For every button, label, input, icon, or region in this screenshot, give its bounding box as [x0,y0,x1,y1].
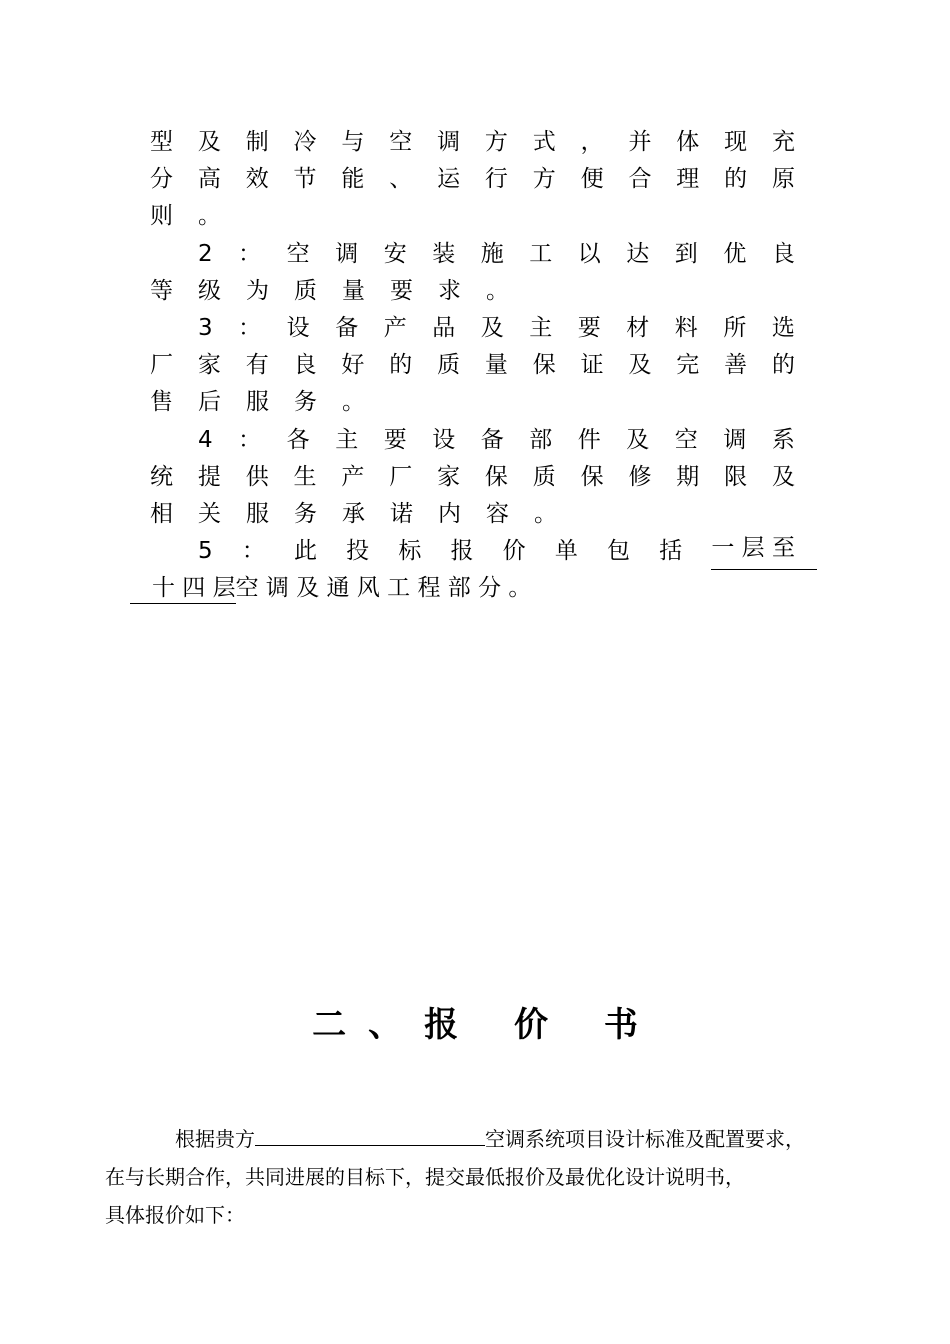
char: 内 [438,500,461,527]
char: 冷 [293,129,317,155]
char: 保 [580,463,604,490]
char: 质 [294,277,317,304]
char: 行 [484,166,508,193]
char: 到 [674,240,698,267]
char: 保 [532,352,556,379]
char: 要 [390,277,413,304]
text-line [150,198,795,235]
char: 方 [484,129,508,155]
char: 备 [480,426,504,453]
char: 报 [450,538,474,565]
char: 服 [246,500,269,527]
char: 4 [198,426,213,453]
char: 厂 [150,352,173,379]
underlined-floors-a: 一 层 至 [711,533,817,570]
intro-line-1 [105,1120,875,1158]
item5-continuation [130,570,531,607]
char: ： [238,426,262,453]
intro-paragraph [105,1120,875,1234]
char: 期 [676,463,700,490]
char: 保 [484,463,508,490]
char: 及 [197,129,221,155]
char: 空 [674,426,698,453]
char: 后 [198,389,221,416]
char: 件 [577,426,601,453]
char: 则 [150,203,173,230]
text-line [150,124,795,161]
text-line [150,496,795,533]
char: 方 [532,166,556,193]
char: 承 [342,500,365,527]
char: 料 [674,314,698,341]
char: 体 [676,129,700,155]
char: 工 [529,240,553,267]
section-heading: 二、报 价 书 [312,1005,660,1045]
char: 量 [484,352,508,379]
char: 修 [628,463,652,490]
char: 安 [383,240,407,267]
char: 限 [724,463,748,490]
text-line [150,384,795,421]
char: 质 [532,463,556,490]
char: 主 [335,426,359,453]
char: 施 [480,240,504,267]
char: 务 [294,500,317,527]
char: 调 [335,240,359,267]
char: 价 [502,538,526,565]
char: 及 [771,463,795,490]
char: 调 [723,426,747,453]
char: 空 [286,240,310,267]
char: 关 [198,500,221,527]
char: 的 [724,166,748,193]
char: 家 [437,463,461,490]
char: ： [238,240,262,267]
char: 包 [607,538,631,565]
char: 与 [341,129,365,155]
char: 。 [534,500,557,527]
char: 诺 [390,500,413,527]
char: 质 [437,352,461,379]
char: 家 [197,352,221,379]
char: 求 [438,277,461,304]
char: 以 [577,240,601,267]
text-line [150,273,795,310]
char: 生 [293,463,317,490]
char: 及 [628,352,652,379]
char: 主 [529,314,553,341]
char: 。 [342,389,365,416]
intro-line-1-end: 空调系统项目设计标准及配置要求， [485,1127,805,1151]
char: 现 [724,129,748,155]
char: ： [238,314,262,341]
char: 投 [346,538,370,565]
char: 此 [293,538,317,565]
char: 材 [626,314,650,341]
char: 制 [245,129,269,155]
char: 售 [150,389,173,416]
intro-line-3: 具体报价如下： [105,1203,245,1227]
char: 选 [771,314,795,341]
char: 达 [626,240,650,267]
char: 系 [771,426,795,453]
char: ， [580,129,604,155]
requirements-list [150,124,795,570]
char: 良 [293,352,317,379]
char: 。 [486,277,509,304]
char: 提 [197,463,221,490]
char: 并 [628,129,652,155]
char: 厂 [389,463,413,490]
char: 好 [341,352,365,379]
text-line [150,161,795,198]
text-line [150,236,795,273]
char: 部 [529,426,553,453]
char: 所 [723,314,747,341]
char: 单 [554,538,578,565]
char: 优 [723,240,747,267]
char: 理 [676,166,700,193]
char: 效 [245,166,269,193]
char: 要 [383,426,407,453]
char: 标 [398,538,422,565]
char: 供 [245,463,269,490]
char: 能 [341,166,365,193]
intro-line-1-start: 根据贵方 [175,1127,255,1151]
char: 设 [286,314,310,341]
char: 及 [480,314,504,341]
text-line [150,310,795,347]
item5-rest: 空 调 及 通 风 工 程 部 分 。 [235,575,532,601]
text-line [150,347,795,384]
char: 的 [771,352,795,379]
char: 及 [626,426,650,453]
char: 2 [198,240,213,267]
char: 3 [198,314,213,341]
char: 相 [150,500,173,527]
char: 品 [432,314,456,341]
char: 运 [437,166,461,193]
char: 服 [246,389,269,416]
char: 、 [389,166,413,193]
char: 证 [580,352,604,379]
char: 产 [383,314,407,341]
text-line [150,459,795,496]
char: 要 [577,314,601,341]
underlined-floors-b: 十 四 层 [130,573,236,604]
char: 等 [150,277,173,304]
char: 原 [771,166,795,193]
char: ： [241,538,265,565]
char: 的 [389,352,413,379]
char: 良 [771,240,795,267]
char: 合 [628,166,652,193]
char: 5 [198,538,213,565]
char: 。 [198,203,221,230]
item5-line [150,533,795,570]
char: 容 [486,500,509,527]
char: 高 [197,166,221,193]
char: 分 [150,166,173,193]
char: 有 [245,352,269,379]
char: 充 [771,129,795,155]
char: 备 [335,314,359,341]
char: 统 [150,463,173,490]
blank-field [255,1123,485,1146]
char: 完 [676,352,700,379]
intro-line-2: 在与长期合作，共同进展的目标下，提交最低报价及最优化设计说明书， [105,1165,745,1189]
char: 善 [724,352,748,379]
char: 产 [341,463,365,490]
char: 量 [342,277,365,304]
char: 为 [246,277,269,304]
char: 各 [286,426,310,453]
char: 型 [150,129,173,155]
char: 务 [294,389,317,416]
char: 装 [432,240,456,267]
char: 式 [532,129,556,155]
text-line [150,422,795,459]
char: 括 [659,538,683,565]
char: 便 [580,166,604,193]
char: 空 [389,129,413,155]
char: 调 [437,129,461,155]
char: 设 [432,426,456,453]
char: 节 [293,166,317,193]
char: 级 [198,277,221,304]
